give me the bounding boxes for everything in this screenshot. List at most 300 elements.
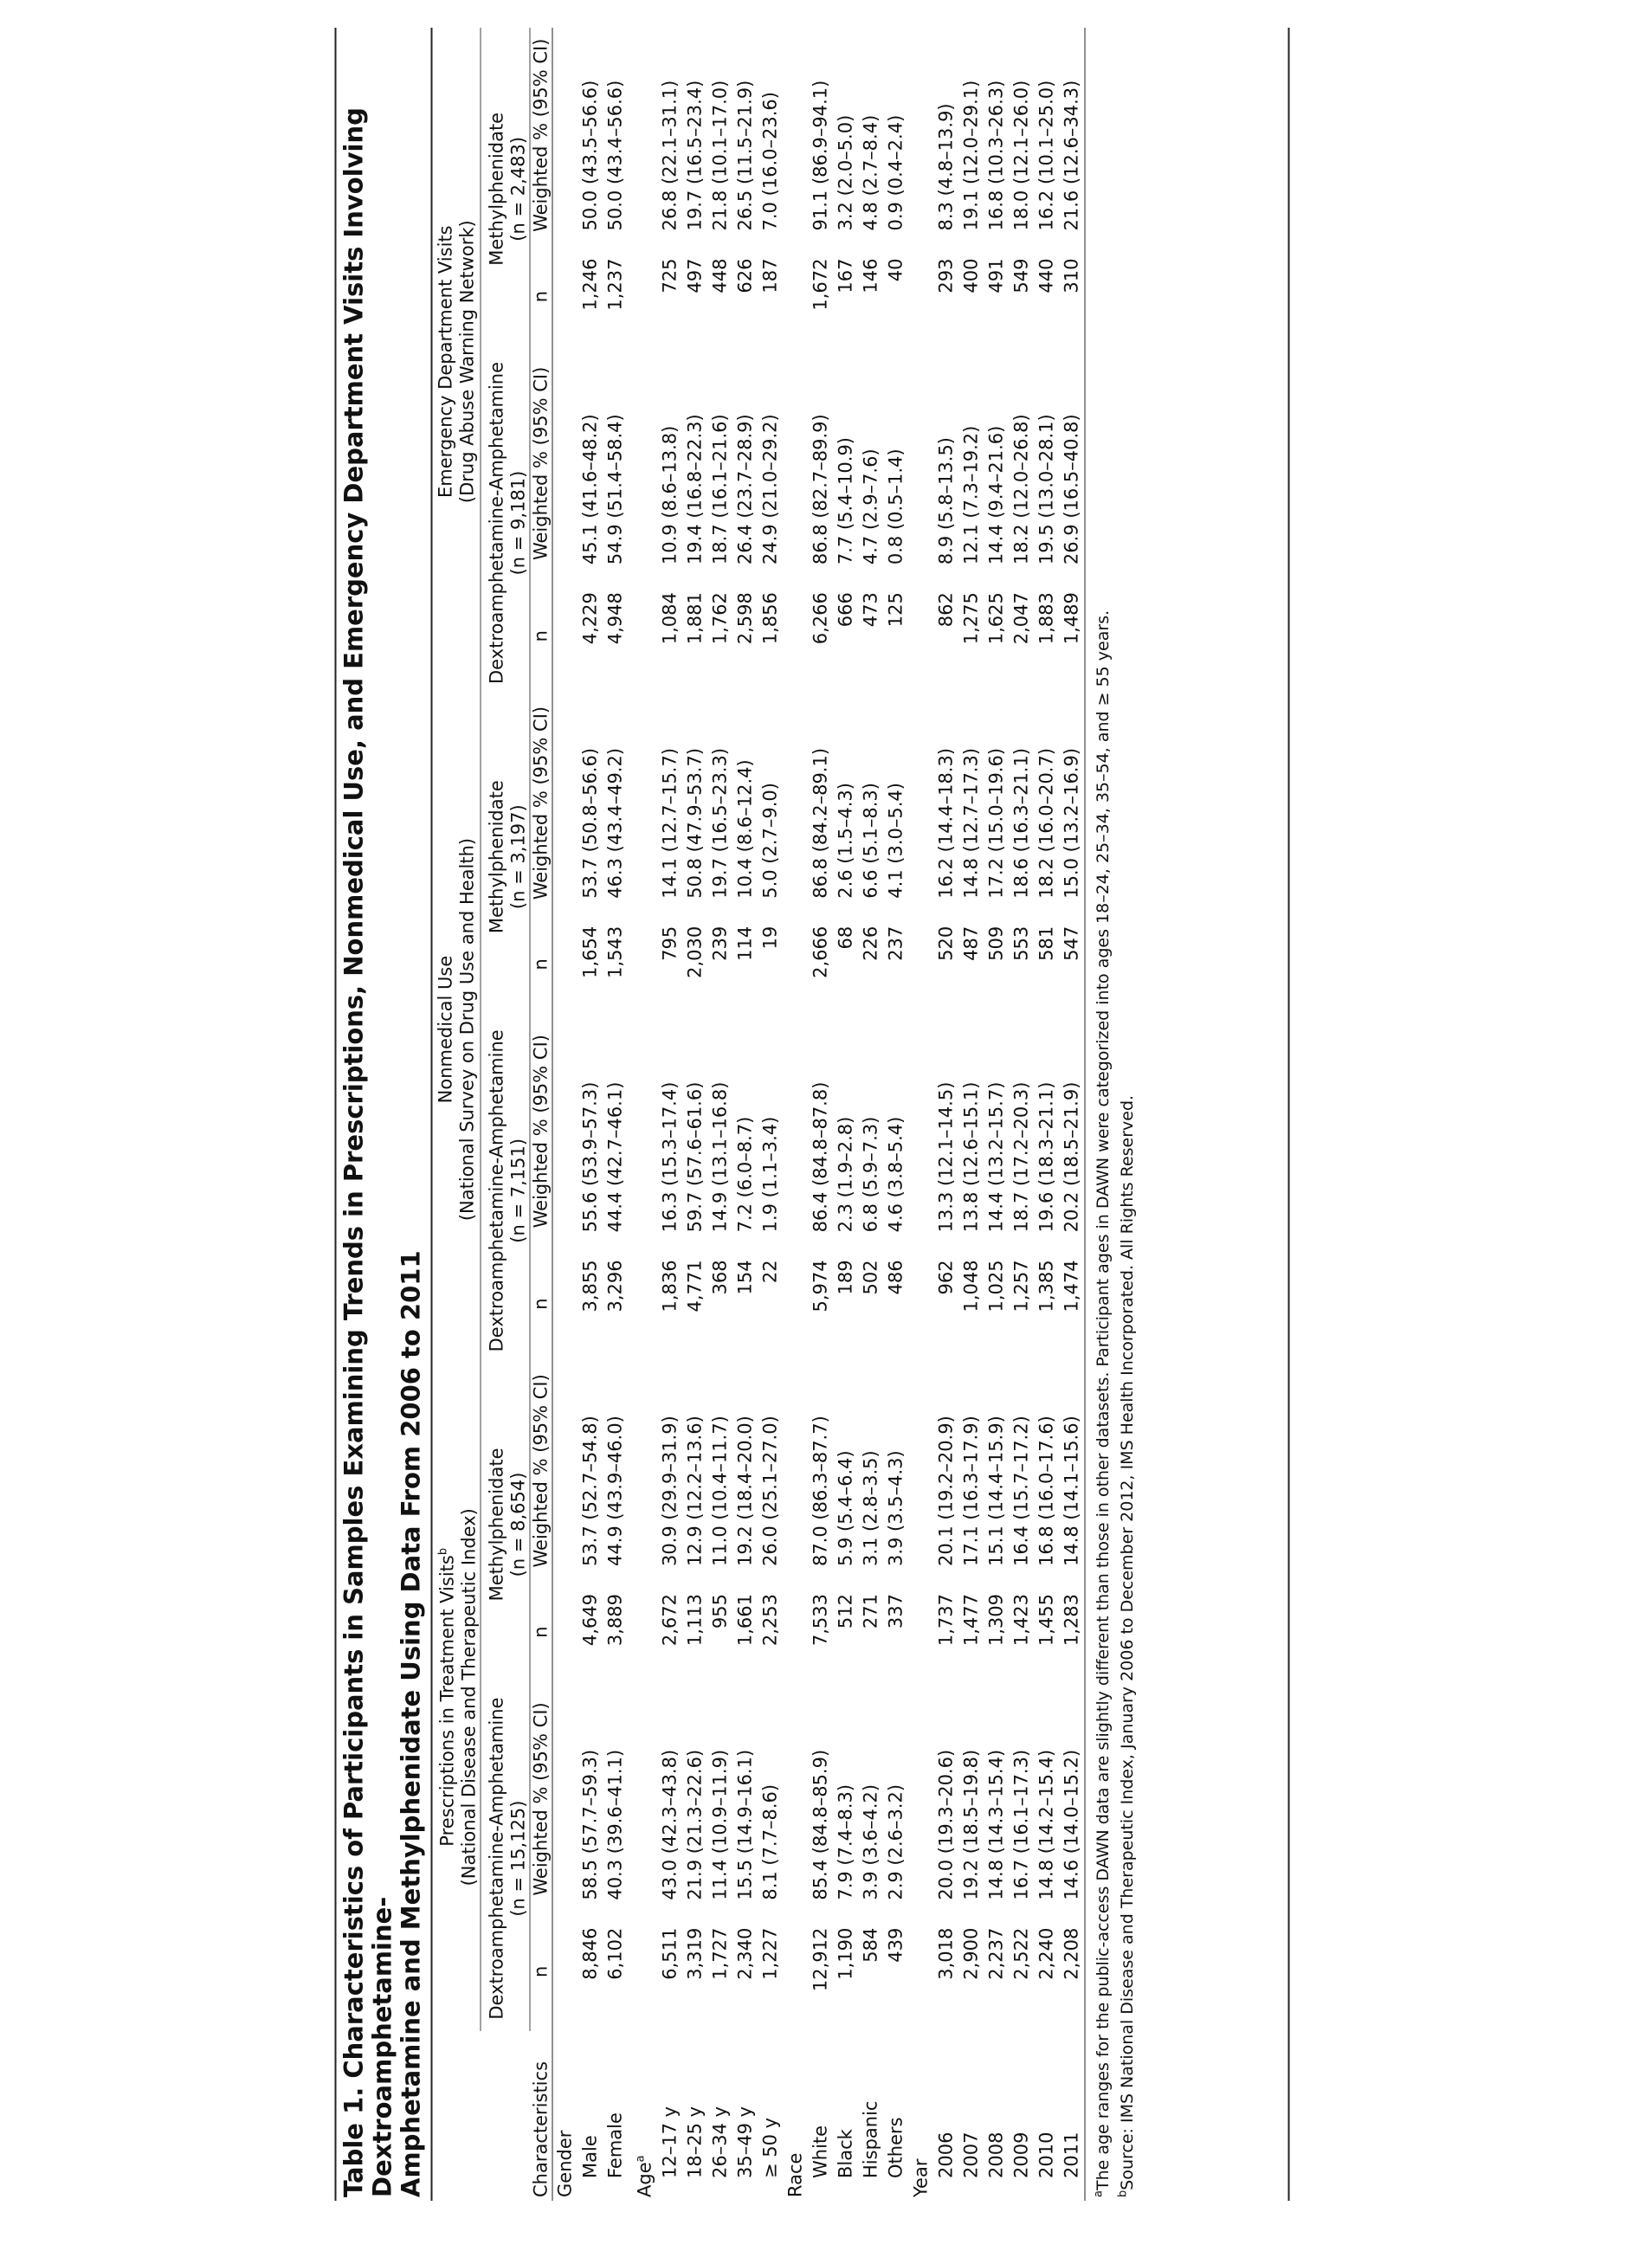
drug-sample-size: (n = 2,483) [507,136,529,242]
cell-weighted: 86.8 (84.2–89.1) [810,747,831,899]
group-title: Nonmedical Use [435,955,455,1104]
table-row [708,28,733,2201]
column-header-weighted: Weighted % (95% CI) [530,28,552,242]
cell-weighted: 40.3 (39.6–41.1) [604,1749,626,1900]
data-table [433,28,1086,2201]
cell-n: 448 [709,258,731,293]
cell-n: 1,477 [960,1594,982,1647]
cell-weighted: 0.8 (0.5–1.4) [885,448,907,565]
cell-weighted: 16.8 (16.0–17.6) [1036,1416,1057,1567]
footnote-marker: a [634,2155,648,2163]
cell-weighted: 16.2 (10.1–25.0) [1036,80,1057,231]
cell-weighted: 55.6 (53.9–57.3) [579,1081,601,1233]
table-row [1060,28,1086,2201]
cell-n: 293 [935,258,957,293]
cell-weighted: 7.7 (5.4–10.9) [835,436,856,565]
drug-name: Dextroamphetamine-Amphetamine [486,1029,507,1352]
cell-weighted: 4.6 (3.8–5.4) [885,1116,907,1233]
table-row [683,28,708,2201]
cell-n: 962 [935,1260,957,1295]
cell-n: 725 [659,258,681,293]
section-label [784,28,809,2201]
cell-n: 2,208 [1060,1912,1086,2031]
title-line-2: Amphetamine and Methylphenidate Using Data From 2006 to 2011 [396,1250,426,2197]
cell-weighted: 19.6 (18.3–21.1) [1036,1081,1057,1233]
cell-weighted: 91.1 (86.9–94.1) [810,80,831,231]
cell-weighted: 16.2 (14.4–18.3) [935,747,957,899]
row-label: Male [579,2135,601,2178]
table-row [934,28,959,2201]
row-label: Hispanic [860,2100,881,2178]
cell-n: 1,257 [1010,1260,1032,1313]
cell-n: 368 [709,1260,731,1295]
cell-weighted: 19.2 (18.4–20.0) [734,1416,756,1567]
cell-weighted: 86.4 (84.8–87.8) [810,1081,831,1233]
cell-n: 1,084 [659,592,681,645]
group-header [433,1364,481,2031]
table-row [658,28,683,2201]
cell-weighted: 15.1 (14.4–15.9) [985,1416,1007,1567]
cell-n: 2,237 [985,1927,1007,1980]
row-label: 35–49 y [734,2106,756,2178]
column-header-weighted: Weighted % (95% CI) [530,1686,552,1912]
cell-weighted: 44.9 (43.9–46.0) [604,1416,626,1567]
drug-sample-size: (n = 8,654) [507,1472,529,1577]
cell-weighted: 13.3 (12.1–14.5) [935,1081,957,1233]
cell-weighted: 16.7 (16.1–17.3) [1010,1749,1032,1900]
row-label: 2007 [960,2132,982,2178]
row-label: Female [604,2112,626,2178]
cell-n: 7,533 [810,1594,831,1647]
cell-n: 2,030 [684,926,706,978]
cell-weighted: 21.8 (10.1–17.0) [709,80,731,231]
cell-weighted: 3.2 (2.0–5.0) [835,114,856,231]
drug-header [481,28,530,351]
cell-weighted: 2.3 (1.9–2.8) [835,1116,856,1233]
section-label-text: Year [910,2158,932,2197]
column-header-weighted: Weighted % (95% CI) [530,351,552,577]
column-header-weighted: Weighted % (95% CI) [530,1364,552,1578]
drug-name: Methylphenidate [486,780,507,934]
column-header-n: n [530,242,552,350]
cell-n: 487 [960,926,982,961]
cell-weighted: 24.9 (21.0–29.2) [759,414,781,565]
section-label-text: Gender [554,2130,576,2197]
cell-n: 473 [860,592,881,628]
cell-n: 4,771 [684,1260,706,1313]
section-label [629,28,658,2201]
group-header-row [433,28,481,2201]
cell-weighted: 54.9 (51.4–58.4) [604,414,626,565]
column-header-n: n [530,577,552,695]
cell-n: 237 [885,926,907,961]
cell-n: 1,625 [985,592,1007,645]
cell-weighted: 19.5 (13.0–28.1) [1036,414,1057,565]
cell-weighted: 15.5 (14.9–16.1) [734,1749,756,1900]
cell-n: 509 [985,926,1007,961]
cell-n: 1,543 [604,926,626,978]
cell-n: 3,855 [579,1260,601,1313]
cell-n: 400 [960,258,982,293]
cell-n: 6,266 [810,592,831,645]
cell-n: 337 [885,1594,907,1629]
drug-sample-size: (n = 3,197) [507,804,529,910]
cell-weighted: 2.9 (2.6–3.2) [885,1783,907,1900]
cell-weighted: 16.3 (15.3–17.4) [659,1081,681,1233]
cell-n: 584 [860,1927,881,1963]
footnote [1089,28,1113,2201]
cell-n: 1,113 [684,1594,706,1647]
cell-weighted: 12.1 (7.3–19.2) [960,425,982,565]
cell-weighted: 4.7 (2.9–7.6) [860,448,881,565]
column-header-weighted: Weighted % (95% CI) [530,695,552,910]
cell-n: 1,661 [734,1594,756,1647]
cell-weighted: 7.0 (16.0–23.6) [759,92,781,231]
section-row [784,28,809,2201]
cell-n: 5,974 [810,1260,831,1313]
table-row [984,28,1010,2201]
cell-weighted: 21.9 (21.3–22.6) [684,1749,706,1900]
row-label: White [810,2125,831,2178]
cell-weighted: 0.9 (0.4–2.4) [885,114,907,231]
cell-n: 520 [935,926,957,961]
cell-weighted: 7.2 (6.0–8.7) [734,1116,756,1233]
cell-weighted: 21.6 (12.6–34.3) [1060,28,1086,242]
cell-weighted: 85.4 (84.8–85.9) [810,1749,831,1900]
cell-weighted: 43.0 (42.3–43.8) [659,1749,681,1900]
cell-n: 1,237 [604,258,626,311]
cell-weighted: 18.2 (12.0–26.8) [1010,414,1032,565]
cell-n: 1,654 [579,926,601,978]
column-header-n: n [530,911,552,1018]
cell-n: 114 [734,926,756,961]
row-label: Black [835,2129,856,2178]
section-row [909,28,934,2201]
cell-weighted: 18.7 (17.2–20.3) [1010,1081,1032,1233]
cell-n: 4,948 [604,592,626,645]
cell-weighted: 58.5 (57.7–59.3) [579,1749,601,1900]
cell-n: 3,319 [684,1927,706,1980]
cell-weighted: 14.8 (14.3–15.4) [985,1749,1007,1900]
cell-n: 440 [1036,258,1057,293]
row-label: 26–34 y [709,2106,731,2178]
drug-header [481,1364,530,1687]
cell-n: 862 [935,592,957,628]
row-label: 18–25 y [684,2106,706,2178]
group-header [433,695,481,1363]
cell-n: 1,836 [659,1260,681,1313]
cell-n: 547 [1060,911,1086,1018]
cell-weighted: 3.9 (3.6–4.2) [860,1783,881,1900]
drug-name: Dextroamphetamine-Amphetamine [486,362,507,685]
cell-n: 1,227 [759,1927,781,1980]
section-row [629,28,658,2201]
cell-weighted: 4.8 (2.7–8.4) [860,114,881,231]
section-label-text: Age [634,2162,655,2197]
cell-weighted: 18.0 (12.1–26.0) [1010,80,1032,231]
table-row [809,28,834,2201]
cell-weighted: 14.8 (14.2–15.4) [1036,1749,1057,1900]
cell-weighted: 87.0 (86.3–87.7) [810,1416,831,1567]
cell-n: 1,672 [810,258,831,311]
cell-n: 955 [709,1594,731,1629]
cell-weighted: 10.9 (8.6–13.8) [659,425,681,565]
cell-n: 491 [985,258,1007,293]
drug-name: Methylphenidate [486,112,507,266]
row-label: 2011 [1060,2031,1086,2201]
cell-weighted: 50.0 (43.5–56.6) [579,80,601,231]
cell-n: 1,856 [759,592,781,645]
cell-weighted: 19.7 (16.5–23.3) [709,747,731,899]
title-line-1: Table 1. Characteristics of Participants in Samples Examining Trends in Prescriptions, Nonmedical Use, and Emergency Department Visits Involving Dextroamphetamine- [339,107,397,2197]
row-label: 12–17 y [659,2106,681,2178]
table-row [1010,28,1035,2201]
group-source: (Drug Abuse Warning Network) [456,220,477,504]
cell-n: 2,240 [1036,1927,1057,1980]
cell-n: 1,883 [1036,592,1057,645]
footnote-text: Source: IMS National Disease and Therapeutic Index, January 2006 to December 2012, IMS Health Incorporated. All Rights Reserved. [1118,1094,1138,2190]
column-header-n: n [530,1244,552,1363]
row-label: 2006 [935,2132,957,2178]
drug-header [481,351,530,696]
drug-sample-size: (n = 15,125) [507,1800,529,1917]
row-label: 2010 [1036,2132,1057,2178]
cell-n: 486 [885,1260,907,1295]
cell-n: 1,283 [1060,1578,1086,1686]
cell-n: 2,522 [1010,1927,1032,1980]
cell-n: 1,048 [960,1260,982,1313]
cell-weighted: 44.4 (42.7–46.1) [604,1081,626,1233]
cell-weighted: 16.4 (15.7–17.2) [1010,1416,1032,1567]
footnotes [1089,28,1139,2201]
cell-weighted: 46.3 (43.4–49.2) [604,747,626,899]
cell-n: 3,296 [604,1260,626,1313]
cell-n: 1,474 [1060,1244,1086,1363]
table-row [1035,28,1060,2201]
cell-weighted: 13.8 (12.6–15.1) [960,1081,982,1233]
section-row [552,28,578,2201]
row-label: Others [885,2117,907,2178]
table-row [834,28,859,2201]
column-header-weighted: Weighted % (95% CI) [530,1018,552,1244]
cell-n: 226 [860,926,881,961]
cell-weighted: 8.3 (4.8–13.9) [935,103,957,231]
cell-n: 4,229 [579,592,601,645]
cell-n: 439 [885,1927,907,1963]
cell-weighted: 11.4 (10.9–11.9) [709,1749,731,1900]
cell-weighted: 26.8 (22.1–31.1) [659,80,681,231]
cell-weighted: 5.9 (5.4–6.4) [835,1450,856,1567]
cell-weighted: 53.7 (50.8–56.6) [579,747,601,899]
cell-n: 6,102 [604,1927,626,1980]
cell-weighted: 53.7 (52.7–54.8) [579,1416,601,1567]
row-label: 2009 [1010,2132,1032,2178]
cell-weighted: 14.8 (14.1–15.6) [1060,1364,1086,1578]
cell-n: 187 [759,258,781,293]
cell-n: 795 [659,926,681,961]
table-row [578,28,603,2201]
cell-n: 22 [759,1260,781,1284]
cell-weighted: 14.1 (12.7–15.7) [659,747,681,899]
cell-n: 2,900 [960,1927,982,1980]
cell-n: 239 [709,926,731,961]
cell-n: 1,489 [1060,577,1086,695]
cell-weighted: 17.2 (15.0–19.6) [985,747,1007,899]
cell-n: 581 [1036,926,1057,961]
cell-n: 1,246 [579,258,601,311]
cell-n: 4,649 [579,1594,601,1647]
cell-n: 553 [1010,926,1032,961]
cell-n: 512 [835,1594,856,1629]
group-source: (National Disease and Therapeutic Index) [458,1508,480,1887]
cell-weighted: 26.5 (11.5–21.9) [734,80,756,231]
footnote-text: The age ranges for the public-access DAWN data are slightly different than those in other datasets. Participant ages in DAWN were categorized into ages 18–24, 25–34, 35–54, and ≥ 55 years. [1093,610,1113,2191]
cell-weighted: 50.0 (43.4–56.6) [604,80,626,231]
footnote-marker: b [1116,2190,1130,2197]
cell-n: 2,047 [1010,592,1032,645]
cell-weighted: 59.7 (57.6–61.6) [684,1081,706,1233]
drug-header-row [481,28,530,2201]
cell-n: 3,889 [604,1594,626,1647]
cell-n: 3,018 [935,1927,957,1980]
table-row [603,28,629,2201]
cell-n: 502 [860,1260,881,1295]
cell-weighted: 1.9 (1.1–3.4) [759,1116,781,1233]
cell-weighted: 14.4 (13.2–15.7) [985,1081,1007,1233]
cell-n: 666 [835,592,856,628]
cell-weighted: 30.9 (29.9–31.9) [659,1416,681,1567]
cell-n: 2,598 [734,592,756,645]
cell-weighted: 14.4 (9.4–21.6) [985,425,1007,565]
cell-weighted: 26.4 (23.7–28.9) [734,414,756,565]
cell-n: 2,340 [734,1927,756,1980]
cell-n: 271 [860,1594,881,1629]
cell-weighted: 14.6 (14.0–15.2) [1060,1686,1086,1912]
table-row [758,28,784,2201]
footnote [1113,28,1138,2201]
section-label [909,28,934,2201]
cell-weighted: 6.6 (5.1–8.3) [860,783,881,899]
cell-n: 1,190 [835,1927,856,1980]
group-title: Emergency Department Visits [435,225,455,498]
table-title [337,28,433,2201]
footnote-marker: a [1092,2190,1106,2197]
cell-n: 6,511 [659,1927,681,1980]
cell-n: 2,253 [759,1594,781,1647]
column-header-n: n [530,1578,552,1686]
cell-n: 12,912 [810,1927,831,1992]
cell-n: 626 [734,258,756,293]
cell-weighted: 4.1 (3.0–5.4) [885,783,907,899]
cell-n: 146 [860,258,881,293]
column-header-characteristics: Characteristics [530,2031,552,2201]
group-title: Prescriptions in Treatment Visits [436,1555,458,1847]
cell-weighted: 20.1 (19.2–20.9) [935,1416,957,1567]
cell-weighted: 8.1 (7.7–8.6) [759,1783,781,1900]
cell-weighted: 10.4 (8.6–12.4) [734,759,756,899]
column-header-row [530,28,552,2201]
cell-n: 19 [759,926,781,950]
table-row [884,28,909,2201]
cell-weighted: 12.9 (12.2–13.6) [684,1416,706,1567]
row-label: ≥ 50 y [759,2117,781,2178]
cell-weighted: 15.0 (13.2–16.9) [1060,695,1086,910]
cell-weighted: 11.0 (10.4–11.7) [709,1416,731,1567]
group-header [433,28,481,695]
cell-weighted: 18.2 (16.0–20.7) [1036,747,1057,899]
group-source: (National Survey on Drug Use and Health) [456,837,477,1222]
cell-n: 2,672 [659,1594,681,1647]
cell-weighted: 5.0 (2.7–9.0) [759,783,781,899]
cell-n: 40 [885,258,907,282]
cell-weighted: 3.9 (3.5–4.3) [885,1450,907,1567]
section-label [552,28,578,2201]
cell-n: 189 [835,1260,856,1295]
cell-weighted: 16.8 (10.3–26.3) [985,80,1007,231]
cell-weighted: 19.2 (18.5–19.8) [960,1749,982,1900]
table-row [959,28,984,2201]
cell-n: 125 [885,592,907,628]
cell-n: 154 [734,1260,756,1295]
cell-n: 1,881 [684,592,706,645]
cell-n: 2,666 [810,926,831,978]
cell-n: 1,727 [709,1927,731,1980]
cell-n: 310 [1060,242,1086,350]
cell-n: 1,275 [960,592,982,645]
cell-weighted: 19.7 (16.5–23.4) [684,80,706,231]
drug-name: Dextroamphetamine-Amphetamine [486,1697,507,2020]
cell-weighted: 20.0 (19.3–20.6) [935,1749,957,1900]
cell-n: 1,455 [1036,1594,1057,1647]
cell-weighted: 20.2 (18.5–21.9) [1060,1018,1086,1244]
cell-weighted: 26.9 (16.5–40.8) [1060,351,1086,577]
cell-weighted: 26.0 (25.1–27.0) [759,1416,781,1567]
drug-sample-size: (n = 7,151) [507,1138,529,1243]
cell-n: 8,846 [579,1927,601,1980]
drug-name: Methylphenidate [486,1448,507,1602]
cell-weighted: 86.8 (82.7–89.9) [810,414,831,565]
table-container [335,28,1290,2201]
cell-weighted: 18.6 (16.3–21.1) [1010,747,1032,899]
drug-sample-size: (n = 9,181) [507,470,529,576]
footnote-marker: b [436,1547,450,1556]
cell-weighted: 7.9 (7.4–8.3) [835,1783,856,1900]
cell-weighted: 3.1 (2.8–3.5) [860,1450,881,1567]
cell-weighted: 14.8 (12.7–17.3) [960,747,982,899]
table-row [733,28,758,2201]
cell-weighted: 18.7 (16.1–21.6) [709,414,731,565]
cell-n: 497 [684,258,706,293]
cell-n: 1,423 [1010,1594,1032,1647]
cell-weighted: 6.8 (5.9–7.3) [860,1116,881,1233]
cell-n: 1,025 [985,1260,1007,1313]
cell-weighted: 50.8 (47.9–53.7) [684,747,706,899]
cell-weighted: 45.1 (41.6–48.2) [579,414,601,565]
cell-weighted: 2.6 (1.5–4.3) [835,783,856,899]
column-header-n: n [530,1912,552,2031]
cell-weighted: 8.9 (5.8–13.5) [935,436,957,565]
cell-n: 68 [835,926,856,950]
cell-n: 1,309 [985,1594,1007,1647]
cell-n: 1,737 [935,1594,957,1647]
cell-n: 1,385 [1036,1260,1057,1313]
cell-weighted: 14.9 (13.1–16.8) [709,1081,731,1233]
drug-header [481,695,530,1018]
table-row [859,28,884,2201]
drug-header [481,1018,530,1364]
cell-weighted: 19.4 (16.8–22.3) [684,414,706,565]
drug-header [481,1686,530,2031]
